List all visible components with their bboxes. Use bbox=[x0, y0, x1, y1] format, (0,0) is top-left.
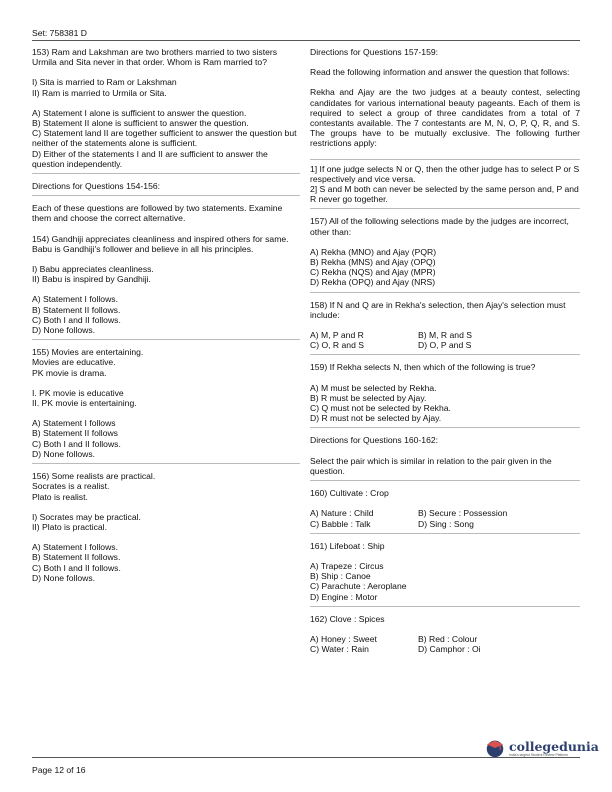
directions-160-162 bbox=[310, 435, 580, 476]
divider bbox=[32, 195, 300, 196]
question-157 bbox=[310, 216, 580, 287]
option: A) Statement I follows. bbox=[32, 294, 118, 305]
divider bbox=[32, 463, 300, 464]
option: D) R must not be selected by Ajay. bbox=[310, 413, 442, 424]
question-159 bbox=[310, 362, 580, 423]
option-list bbox=[32, 418, 300, 459]
option: A) Nature : Child bbox=[310, 508, 374, 519]
premise-list bbox=[32, 471, 300, 502]
divider bbox=[32, 339, 300, 340]
directions-text: Each of these questions are followed by two statements. Examine them and choose the correct alternative. bbox=[32, 203, 283, 224]
divider bbox=[310, 208, 580, 209]
option: B) Statement II follows. bbox=[32, 552, 121, 563]
option: A) Statement I alone is sufficient to answer the question. bbox=[32, 107, 247, 118]
divider bbox=[310, 354, 580, 355]
option: A) M must be selected by Rekha. bbox=[310, 382, 437, 393]
restriction-rule: 1] If one judge selects N or Q, then the other judge has to select P or S respectively and vice versa. bbox=[310, 163, 580, 184]
option: C) Parachute : Aeroplane bbox=[310, 581, 407, 592]
option: B) Secure : Possession bbox=[418, 508, 508, 519]
premise: Plato is realist. bbox=[32, 491, 88, 502]
premise: Socrates is a realist. bbox=[32, 481, 110, 492]
option-list bbox=[310, 634, 580, 654]
conclusion: II) Babu is inspired by Gandhiji. bbox=[32, 274, 151, 285]
question-text: 162) Clove : Spices bbox=[310, 613, 385, 624]
question-text: 159) If Rekha selects N, then which of the following is true? bbox=[310, 362, 536, 373]
option: C) Water : Rain bbox=[310, 644, 369, 655]
option-list bbox=[310, 383, 580, 424]
directions-title: Directions for Questions 154-156: bbox=[32, 181, 161, 192]
footer-rule bbox=[32, 757, 580, 758]
question-154 bbox=[32, 234, 300, 336]
statement: II) Ram is married to Urmila or Sita. bbox=[32, 87, 167, 98]
option: B) Statement II alone is sufficient to answer the question. bbox=[32, 118, 249, 129]
question-text: 160) Cultivate : Crop bbox=[310, 488, 389, 499]
option: C) O, R and S bbox=[310, 340, 364, 351]
option: D) None follows. bbox=[32, 325, 96, 336]
conclusion-list bbox=[32, 512, 300, 532]
option: D) None follows. bbox=[32, 572, 96, 583]
option-list bbox=[310, 247, 580, 288]
divider bbox=[32, 173, 300, 174]
page-number: Page 12 of 16 bbox=[32, 765, 86, 775]
conclusion-list bbox=[32, 264, 300, 284]
option: A) Statement I follows. bbox=[32, 542, 118, 553]
premise: 156) Some realists are practical. bbox=[32, 471, 156, 482]
statement-list bbox=[32, 77, 300, 97]
option: A) M, P and R bbox=[310, 330, 364, 341]
header-rule bbox=[32, 40, 580, 41]
conclusion: I. PK movie is educative bbox=[32, 387, 124, 398]
left-column bbox=[32, 47, 300, 583]
conclusion-list bbox=[32, 388, 300, 408]
option: C) Both I and II follows. bbox=[32, 438, 121, 449]
option: D) Either of the statements I and II are sufficient to answer the question independently. bbox=[32, 148, 268, 169]
question-text: 154) Gandhiji appreciates cleanliness and inspired others for same. bbox=[32, 233, 289, 244]
option: B) Rekha (MNS) and Ajay (OPQ) bbox=[310, 257, 436, 268]
option: C) Both I and II follows. bbox=[32, 314, 121, 325]
statement: I) Sita is married to Ram or Lakshman bbox=[32, 77, 177, 88]
directions-text: Select the pair which is similar in relation to the pair given in the question. bbox=[310, 455, 552, 476]
option-list bbox=[32, 108, 300, 169]
divider bbox=[310, 159, 580, 160]
premise: Movies are educative. bbox=[32, 357, 116, 368]
option: B) R must be selected by Ajay. bbox=[310, 392, 427, 403]
option: B) Red : Colour bbox=[418, 633, 478, 644]
option: A) Honey : Sweet bbox=[310, 633, 377, 644]
question-158 bbox=[310, 300, 580, 351]
option: B) Statement II follows. bbox=[32, 304, 121, 315]
option: B) Statement II follows bbox=[32, 428, 118, 439]
divider bbox=[310, 480, 580, 481]
option: A) Trapeze : Circus bbox=[310, 560, 384, 571]
question-text: 161) Lifeboat : Ship bbox=[310, 540, 385, 551]
right-column bbox=[310, 47, 580, 654]
option-list bbox=[310, 508, 580, 528]
option: A) Statement I follows bbox=[32, 418, 116, 429]
premise: PK movie is drama. bbox=[32, 367, 107, 378]
directions-title: Directions for Questions 160-162: bbox=[310, 435, 439, 446]
option-list bbox=[310, 561, 580, 602]
directions-154-156 bbox=[32, 181, 300, 191]
option: C) Q must not be selected by Rekha. bbox=[310, 403, 451, 414]
option-list bbox=[310, 330, 580, 350]
set-label: Set: 758381 D bbox=[32, 28, 87, 38]
option: A) Rekha (MNO) and Ajay (PQR) bbox=[310, 246, 437, 257]
question-text: 157) All of the following selections made by the judges are incorrect, other than: bbox=[310, 216, 569, 237]
logo-tagline: India's largest Student Review Platform bbox=[509, 752, 569, 757]
divider bbox=[310, 427, 580, 428]
premise: 155) Movies are entertaining. bbox=[32, 347, 144, 358]
graduation-cap-icon bbox=[484, 737, 506, 759]
directions-157-159 bbox=[310, 47, 580, 149]
conclusion: I) Babu appreciates cleanliness. bbox=[32, 264, 154, 275]
option: B) M, R and S bbox=[418, 330, 472, 341]
option: C) Babble : Talk bbox=[310, 518, 371, 529]
divider bbox=[310, 292, 580, 293]
option: D) None follows. bbox=[32, 448, 96, 459]
question-text: 153) Ram and Lakshman are two brothers married to two sisters Urmila and Sita never in that order. Whom is Ram married to? bbox=[32, 47, 278, 68]
directions-title: Directions for Questions 157-159: bbox=[310, 47, 439, 57]
divider bbox=[310, 606, 580, 607]
question-162 bbox=[310, 614, 580, 655]
option: D) Camphor : Oi bbox=[418, 644, 481, 655]
conclusion: II) Plato is practical. bbox=[32, 521, 107, 532]
option: D) Rekha (OPQ) and Ajay (NRS) bbox=[310, 277, 436, 288]
directions-paragraph: Rekha and Ajay are the two judges at a beauty contest, selecting candidates for various international beauty pageants. Each of them is required to select a group of three candidates from a total of 7 contestants available. The 7 contestants are M, N, O, P, Q, R, and S. The groups have to be mutually exclusive. The following further restrictions apply: bbox=[310, 87, 580, 149]
option-list bbox=[32, 294, 300, 335]
question-153 bbox=[32, 47, 300, 169]
directions-intro: Read the following information and answer the question that follows: bbox=[310, 67, 570, 78]
question-161 bbox=[310, 541, 580, 602]
premise-list bbox=[32, 347, 300, 378]
option: C) Rekha (NQS) and Ajay (MPR) bbox=[310, 267, 436, 278]
conclusion: I) Socrates may be practical. bbox=[32, 511, 141, 522]
option: C) Both I and II follows. bbox=[32, 562, 121, 573]
question-156 bbox=[32, 471, 300, 583]
logo-name: collegedunia bbox=[509, 738, 599, 754]
option: D) O, P and S bbox=[418, 340, 472, 351]
divider bbox=[310, 533, 580, 534]
option: D) Sing : Song bbox=[418, 518, 474, 529]
restriction-rule: 2] S and M both can never be selected by the same person and, P and R never go together. bbox=[310, 184, 579, 205]
premise: Babu is Gandhiji's follower and believe in all his principles. bbox=[32, 243, 254, 254]
option: C) Statement land II are together sufficient to answer the question but neither of the statements alone is sufficient. bbox=[32, 128, 297, 149]
question-155 bbox=[32, 347, 300, 459]
conclusion: II. PK movie is entertaining. bbox=[32, 398, 137, 409]
option-list bbox=[32, 542, 300, 583]
question-text: 158) If N and Q are in Rekha's selection, then Ajay's selection must include: bbox=[310, 299, 566, 320]
option: D) Engine : Motor bbox=[310, 591, 378, 602]
option: B) Ship : Canoe bbox=[310, 571, 371, 582]
question-160 bbox=[310, 488, 580, 529]
